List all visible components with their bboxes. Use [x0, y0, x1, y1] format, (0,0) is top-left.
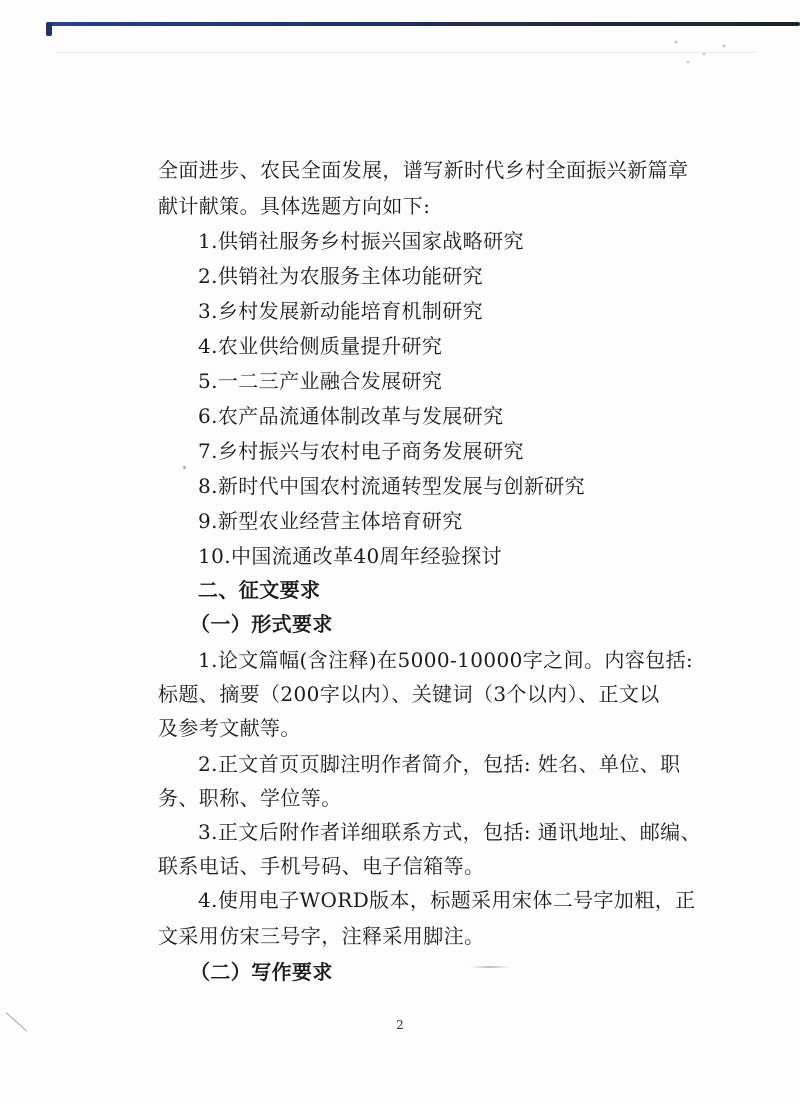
scan-dotline [56, 52, 756, 53]
subsection-heading: （一）形式要求 [190, 612, 333, 636]
topic-item: 9.新型农业经营主体培育研究 [198, 509, 463, 533]
body-line: 及参考文献等。 [158, 716, 301, 740]
topic-item: 10.中国流通改革40周年经验探讨 [198, 544, 503, 568]
page-number: 2 [396, 1018, 404, 1032]
topic-item: 5.一二三产业融合发展研究 [198, 369, 443, 393]
scan-stray-dot [183, 466, 186, 469]
topic-item: 4.农业供给侧质量提升研究 [198, 334, 443, 358]
topic-item: 3.乡村发展新动能培育机制研究 [198, 299, 484, 323]
scan-corner-mark [6, 1012, 27, 1031]
scan-edge-corner [46, 22, 52, 36]
body-line: 献计献策。具体选题方向如下: [158, 194, 431, 218]
scan-speckle [660, 30, 740, 70]
body-line: 2.正文首页页脚注明作者简介，包括: 姓名、单位、职 [198, 752, 681, 776]
body-line: 1.论文篇幅(含注释)在5000-10000字之间。内容包括: [198, 648, 694, 672]
topic-item: 7.乡村振兴与农村电子商务发展研究 [198, 439, 524, 463]
topic-item: 1.供销社服务乡村振兴国家战略研究 [198, 229, 524, 253]
topic-item: 8.新时代中国农村流通转型发展与创新研究 [198, 474, 586, 498]
body-line: 全面进步、农民全面发展，谱写新时代乡村全面振兴新篇章 [158, 158, 689, 182]
topic-item: 2.供销社为农服务主体功能研究 [198, 264, 484, 288]
body-line: 3.正文后附作者详细联系方式，包括: 通讯地址、邮编、 [198, 820, 701, 844]
body-line: 联系电话、手机号码、电子信箱等。 [158, 854, 485, 878]
section-heading: 二、征文要求 [198, 578, 321, 602]
body-line: 4.使用电子WORD版本，标题采用宋体二号字加粗，正 [198, 888, 696, 912]
scan-edge-top [50, 22, 800, 26]
scan-stray-dash [470, 966, 510, 968]
body-line: 务、职称、学位等。 [158, 786, 342, 810]
body-line: 文采用仿宋三号字，注释采用脚注。 [158, 924, 485, 948]
body-line: 标题、摘要（200字以内）、关键词（3个以内）、正文以 [158, 682, 660, 706]
subsection-heading: （二）写作要求 [190, 960, 333, 984]
topic-item: 6.农产品流通体制改革与发展研究 [198, 404, 504, 428]
